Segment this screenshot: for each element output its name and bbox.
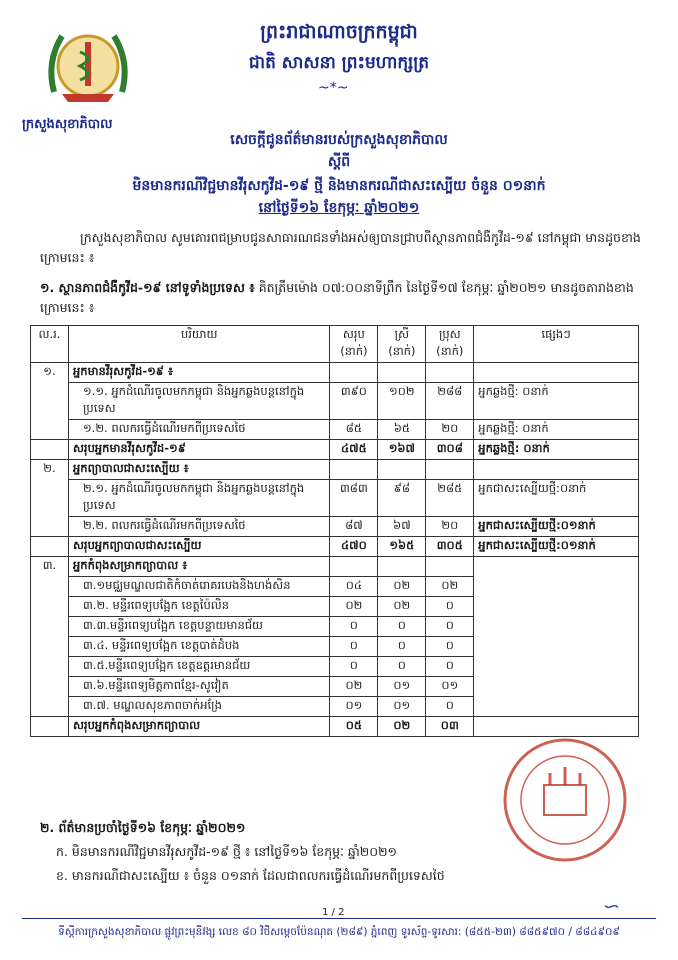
intro-paragraph: ក្រសួងសុខាភិបាល សូមគោរពជម្រាបជូនសាធារណជនទាំងអស់ឲ្យបានជ្រាបពីស្ថានភាពជំងឺកូវីដ-១៩ នៅកម្ពុជា មានដូចខាងក្រោមនេះ ៖ [40, 230, 641, 265]
table-row [31, 557, 639, 577]
total-note: អ្នកឆ្លងថ្មី: ០នាក់ [474, 440, 639, 460]
table-row [31, 383, 639, 420]
doc-subtitle-about: ស្តីពី [327, 154, 351, 170]
table-row [31, 460, 639, 480]
doc-subject: មិនមានករណីវិជ្ជមានវីរុសកូវីដ-១៩ ថ្មី និងមានករណីជាសះស្បើយ ចំនួន ០១នាក់ [132, 178, 546, 194]
row-male: ២០ [426, 420, 474, 440]
header-total: សរុប (នាក់) [330, 326, 378, 363]
section1-paragraph [40, 278, 650, 318]
total-female: ១៦៧ [378, 440, 426, 460]
total-row [31, 537, 639, 557]
row-total: ០ [330, 637, 378, 657]
kingdom-title: ព្រះរាជាណាចក្រកម្ពុជា [260, 21, 418, 43]
total-male: ០៣ [426, 717, 474, 737]
row-total: ៨៥ [330, 420, 378, 440]
row-male: ២០ [426, 517, 474, 537]
section2-item-b: ខ. មានករណីជាសះស្បើយ ៖ ចំនួន ០១នាក់ ដែលជាពលករធ្វើដំណើរមកពីប្រទេសថៃ [56, 868, 445, 883]
row-note: អ្នកឆ្លងថ្មី: ០នាក់ [474, 383, 639, 420]
table-header-row [31, 326, 639, 363]
group-no: ៣. [31, 557, 69, 717]
section2-heading: ២. ព័ត៌មានប្រចាំថ្ងៃទី១៦ ខែកុម្ភៈ ឆ្នាំ២០២១ [40, 820, 246, 835]
table-row [31, 420, 639, 440]
row-female: ០២ [378, 577, 426, 597]
covid-table [30, 325, 639, 737]
row-female: ១០២ [378, 383, 426, 420]
group-title: អ្នកមានវីរុសកូវីដ-១៩ ៖ [68, 363, 329, 383]
row-desc: ៣.២. មន្ទីរពេទ្យបង្អែក ខេត្តប៉ៃលិន [68, 597, 329, 617]
header-male: ប្រុស (នាក់) [426, 326, 474, 363]
row-total: ០១ [330, 697, 378, 717]
row-desc: ២.១. អ្នកដំណើរចូលមកកម្ពុជា និងអ្នកឆ្លងបន្តនៅក្នុងប្រទេស [68, 480, 329, 517]
row-male: ០ [426, 637, 474, 657]
page-number: 1 / 2 [322, 907, 345, 918]
row-desc: ៣.១មជ្ឈមណ្ឌលជាតិកំចាត់រោគរបេងនិងហង់សិន [68, 577, 329, 597]
header-female: ស្រី (នាក់) [378, 326, 426, 363]
group-no: ២. [31, 460, 69, 537]
row-desc: ៣.៦.មន្ទីរពេទ្យមិត្តភាពខ្មែរ-សូវៀត [68, 677, 329, 697]
total-note [474, 717, 639, 737]
doc-date: នៅថ្ងៃទី១៦ ខែកុម្ភៈ ឆ្នាំ២០២១ [258, 200, 420, 216]
official-stamp [500, 735, 630, 865]
row-female: ០ [378, 637, 426, 657]
row-female: ៩៨ [378, 480, 426, 517]
row-total: ៣៨៣ [330, 480, 378, 517]
row-female: ០១ [378, 697, 426, 717]
group-no: ១. [31, 363, 69, 440]
row-total: ០២ [330, 597, 378, 617]
total-male: ៣០៨ [426, 440, 474, 460]
row-male: ០ [426, 657, 474, 677]
row-desc: ១.២. ពលករធ្វើដំណើរមកពីប្រទេសថៃ [68, 420, 329, 440]
total-row [31, 440, 639, 460]
table-row [31, 517, 639, 537]
total-note: អ្នកជាសះស្បើយថ្មី:០១នាក់ [474, 537, 639, 557]
footer-divider [22, 918, 656, 919]
footer-address: ទីស្តីការក្រសួងសុខាភិបាល ផ្លូវព្រះមុនីវង្ស លេខ ៨០ វិថីសម្តេចប៉ែនណុត (២៨៩) ភ្នំពេញ ទូរស័ព្ទ-ទូរសារ: (៨៥៥-២៣) ៨៨៥៩៧០ / ៨៨៤៩០៩ [58, 926, 620, 938]
section2-item-a: ក. មិនមានករណីវិជ្ជមានវីរុសកូវីដ-១៩ ថ្មី ៖ នៅថ្ងៃទី១៦ ខែកុម្ភៈ ឆ្នាំ២០២១ [56, 844, 398, 859]
ministry-name: ក្រសួងសុខាភិបាល [22, 117, 113, 132]
row-female: ០ [378, 657, 426, 677]
total-total: ០៥ [330, 717, 378, 737]
signature-mark: ᯈ [604, 895, 620, 914]
group-title: អ្នកព្យាបាលជាសះស្បើយ ៖ [68, 460, 329, 480]
header-no: ល.រ. [31, 326, 69, 363]
row-desc: ៣.៧. មណ្ឌលសុខភាពចាក់អង្រែ [68, 697, 329, 717]
national-motto: ជាតិ សាសនា ព្រះមហាក្សត្រ [248, 53, 430, 73]
total-label: សរុបអ្នកមានវីរុសកូវីដ-១៩ [68, 440, 329, 460]
group-title: អ្នកកំពុងសម្រាកព្យាបាល ៖ [68, 557, 329, 577]
row-male: ០ [426, 697, 474, 717]
row-female: ០១ [378, 677, 426, 697]
ornament: ~*~ [318, 80, 349, 96]
row-male: ០ [426, 617, 474, 637]
row-total: ០ [330, 617, 378, 637]
row-male: ០១ [426, 677, 474, 697]
row-male: ០ [426, 597, 474, 617]
row-total: ៨៧ [330, 517, 378, 537]
table-row [31, 363, 639, 383]
total-total: ៤៧០ [330, 537, 378, 557]
header-note: ផ្សេងៗ [474, 326, 639, 363]
row-male: ២៨៥ [426, 480, 474, 517]
row-total: ០២ [330, 677, 378, 697]
row-note: អ្នកជាសះស្បើយថ្មី:០១នាក់ [474, 517, 639, 537]
total-total: ៤៧៥ [330, 440, 378, 460]
total-row [31, 717, 639, 737]
row-female: ០ [378, 617, 426, 637]
row-desc: ៣.៣.មន្ទីរពេទ្យបង្អែក ខេត្តបន្ទាយមានជ័យ [68, 617, 329, 637]
section1-heading: ១. ស្ថានភាពជំងឺកូវីដ-១៩ នៅទូទាំងប្រទេស ៖ [40, 280, 255, 295]
row-desc: ២.២. ពលករធ្វើដំណើរមកពីប្រទេសថៃ [68, 517, 329, 537]
row-total: ៣៩០ [330, 383, 378, 420]
doc-title: សេចក្តីជូនព័ត៌មានរបស់ក្រសួងសុខាភិបាល [230, 132, 448, 148]
total-female: ០២ [378, 717, 426, 737]
row-male: ២៨៨ [426, 383, 474, 420]
total-male: ៣០៥ [426, 537, 474, 557]
section1-text: គិតត្រឹមម៉ោង ០៧:០០នាទីព្រឹក នៃថ្ងៃទី១៧ ខែកុម្ភៈ ឆ្នាំ២០២១ មានដូចតារាងខាងក្រោមនេះ ៖ [40, 280, 634, 315]
row-total: ០៤ [330, 577, 378, 597]
total-label: សរុបអ្នកព្យាបាលជាសះស្បើយ [68, 537, 329, 557]
row-desc: ៣.៤. មន្ទីរពេទ្យបង្អែក ខេត្តបាត់ដំបង [68, 637, 329, 657]
header-description: បរិយាយ [68, 326, 329, 363]
row-note: អ្នកជាសះស្បើយថ្មី:០នាក់ [474, 480, 639, 517]
row-female: ០២ [378, 597, 426, 617]
total-label: សរុបអ្នកកំពុងសម្រាកព្យាបាល [68, 717, 329, 737]
row-female: ៦៧ [378, 517, 426, 537]
table-row [31, 480, 639, 517]
row-desc: ៣.៥.មន្ទីរពេទ្យបង្អែក ខេត្តឧត្តរមានជ័យ [68, 657, 329, 677]
row-female: ៦៥ [378, 420, 426, 440]
row-desc: ១.១. អ្នកដំណើរចូលមកកម្ពុជា និងអ្នកឆ្លងបន្តនៅក្នុងប្រទេស [68, 383, 329, 420]
row-total: ០ [330, 657, 378, 677]
total-female: ១៦៥ [378, 537, 426, 557]
row-note: អ្នកឆ្លងថ្មី: ០នាក់ [474, 420, 639, 440]
row-male: ០២ [426, 577, 474, 597]
